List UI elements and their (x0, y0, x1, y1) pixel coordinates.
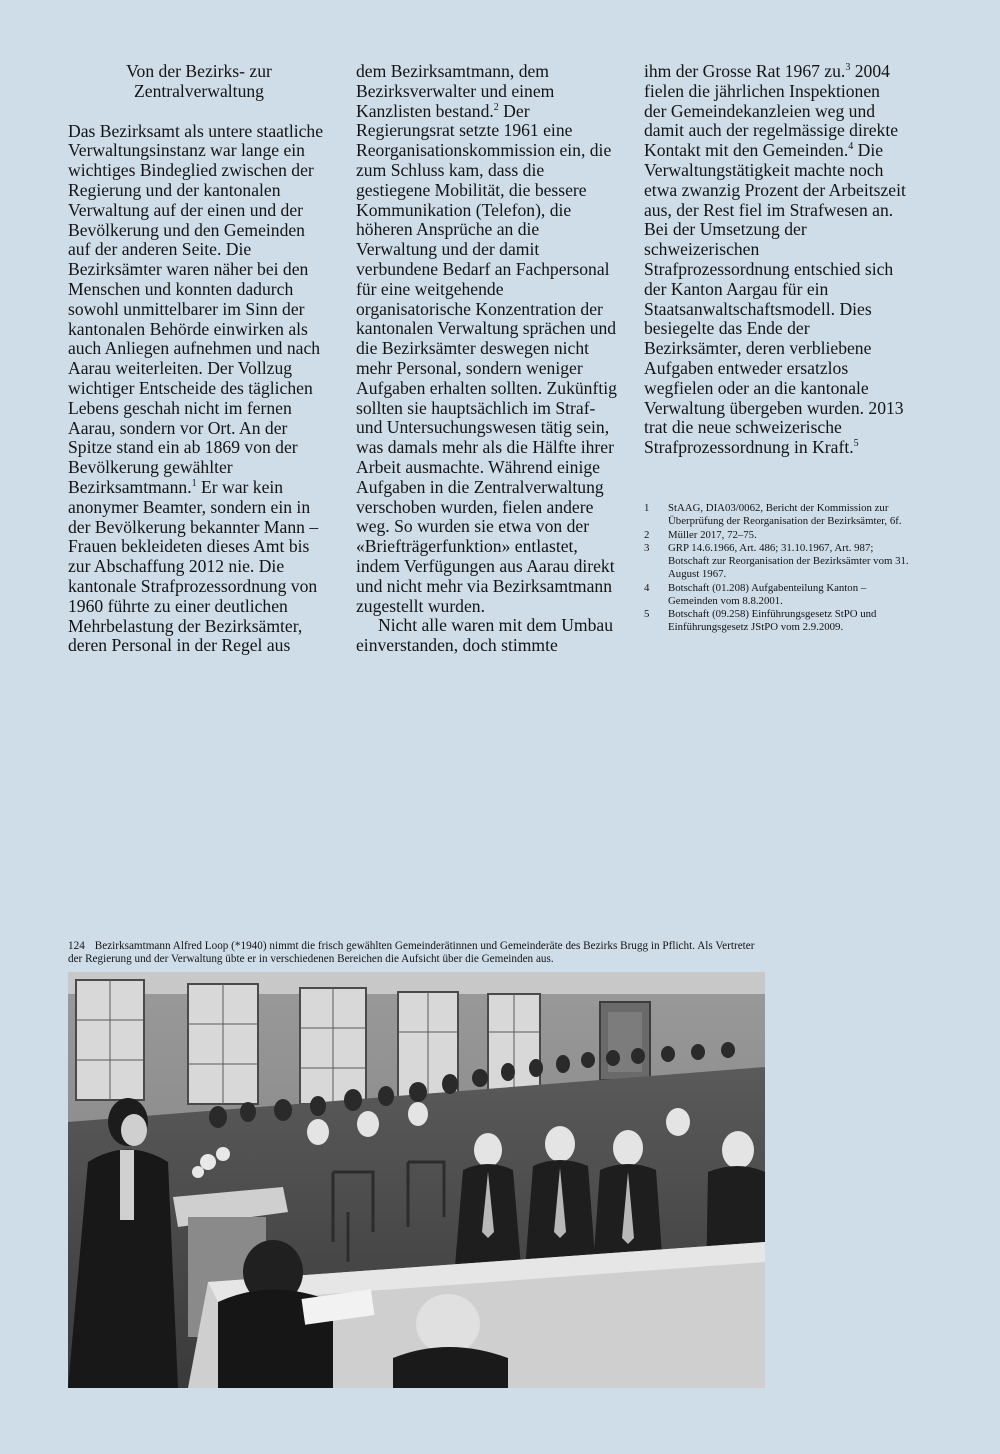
footnote: 5 Botschaft (09.258) Einführungsgesetz StPO und Einführungsgesetz JStPO vom 2.9.2009. (644, 608, 877, 634)
paragraph: Das Bezirksamt als untere staatliche Verwaltungsinstanz war lange ein wichtiges Bindeglied zwischen der Regierung und der kantonalen Verwaltung auf der einen und der Bevölkerung und den Gemeinden auf der anderen Seite. Die Bezirksämter waren näher bei den Menschen und konnten dadurch sowohl unmittelbarer im Sinn der kantonalen Behörde einwirken als auch Anliegen aufnehmen und nach Aarau weiterleiten. Der Vollzug wichtiger Entscheide des täglichen Lebens geschah nicht im fernen Aarau, sondern vor Ort. An der Spitze stand ein ab 1869 von der Bevölkerung gewählter Bezirksamtmann.$^1$ Er war kein anonymer Beamter, sondern ein in der Bevölkerung bekannter Mann – Frauen bekleideten dieses Amt bis zur Abschaffung 2012 nie. Die kantonale Strafprozessordnung von 1960 führte zu einer deutlichen Mehrbelastung der Bezirksämter, deren Personal in der Regel aus (68, 120, 324, 656)
footnote-ref[interactable]: 3 (845, 62, 851, 73)
footnote: 4 Botschaft (01.208) Aufgabenteilung Kanton – Gemeinden vom 8.8.2001. (644, 581, 867, 607)
figure-number: 124 (68, 940, 85, 952)
figure-caption (68, 940, 768, 967)
assembly-photo (68, 972, 765, 1388)
footnote-ref[interactable]: 1 (191, 477, 197, 489)
paragraph: dem Bezirksamtmann, dem Bezirksverwalter und einem Kanzlisten bestand.$^2$ Der Regierungsrat setzte 1961 eine Reorganisationskommission ein, die zum Schluss kam, dass die gestiegene Mobilität, die bessere Kommunikation (Telefon), die höheren Ansprüche an die Verwaltung und der damit verbundene Bedarf an Fachpersonal für eine weitgehende organisatorische Konzentration der kantonalen Verwaltung sprächen und die Bezirksämter deswegen nicht mehr Personal, sondern weniger Aufgaben erhalten sollten. Zukünftig sollten sie hauptsächlich im Straf- und Untersuchungswesen tätig sein, was damals mehr als die Hälfte ihrer Arbeit ausmachte. Während einige Aufgaben in die Zentralverwaltung verschoben wurden, fielen andere weg. So wurden sie etwa von der «Briefträgerfunktion» entlastet, indem Verfügungen aus Aarau direkt und nicht mehr via Bezirksamtmann zugestellt wurden. (356, 61, 617, 616)
footnote: 1 StAAG, DIA03/0062, Bericht der Kommission zur Überprüfung der Reorganisation der Bezirksämter, 6f. (644, 502, 902, 527)
text-column-1 (68, 62, 330, 656)
paragraph: Nicht alle waren mit dem Umbau einverstanden, doch stimmte (356, 615, 613, 656)
footnote: 2 Müller 2017, 72–75. (644, 528, 757, 541)
section-heading: Von der Bezirks- zur Zentralverwaltung (126, 61, 272, 101)
footnote-ref[interactable]: 5 (853, 438, 859, 450)
footnote-ref[interactable]: 4 (848, 141, 854, 153)
paragraph: ihm der Grosse Rat 1967 zu.$^3$ 2004 fielen die jährlichen Inspektionen der Gemeindekanzleien weg und damit auch der regelmässige direkte Kontakt mit den Gemeinden.$^4$ Die Verwaltungstätigkeit machte noch etwa zwanzig Prozent der Arbeitszeit aus, der Rest fiel im Strafwesen an. Bei der Umsetzung der schweizerischen Strafprozessordnung entschied sich der Kanton Aargau für ein Staatsanwaltschaftsmodell. Dies besiegelte das Ende der Bezirksämter, deren verbliebene Aufgaben entweder ersatzlos wegfielen oder an die kantonale Verwaltung übergeben wurden. 2013 trat die neue schweizerische Strafprozessordnung in Kraft.$^5$ (644, 61, 906, 458)
footnote-ref[interactable]: 2 (493, 101, 499, 113)
text-column-2 (356, 62, 618, 656)
footnotes (644, 502, 910, 635)
text-column-3 (644, 62, 906, 458)
footnote: 3 GRP 14.6.1966, Art. 486; 31.10.1967, Art. 987; Botschaft zur Reorganisation der Bezirksämter vom 31. August 1967. (644, 542, 909, 580)
caption-text: Bezirksamtmann Alfred Loop (*1940) nimmt die frisch gewählten Gemeinderätinnen und Gemeinderäte des Bezirks Brugg in Pflicht. Als Vertreter der Regierung und der Verwaltung übte er in verschiedenen Bereichen die Aufsicht über die Gemeinden aus. (68, 940, 755, 966)
